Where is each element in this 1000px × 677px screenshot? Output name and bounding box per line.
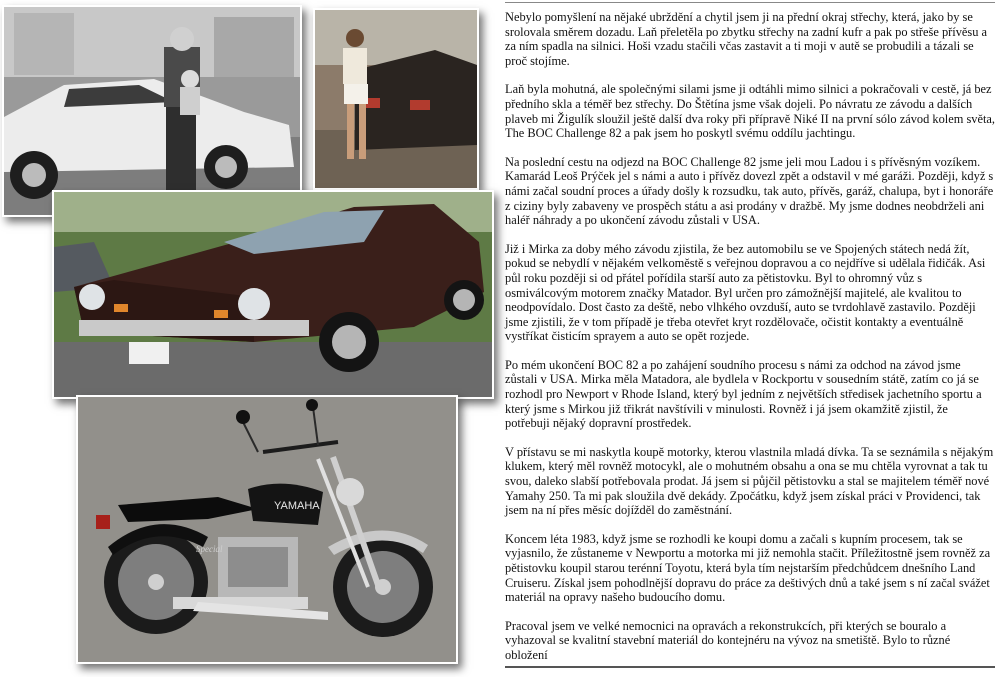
yamaha-motorcycle-photo [76, 395, 458, 664]
lada-car-photo [2, 5, 302, 217]
paragraph-5: Po mém ukončení BOC 82 a po zahájení soudního procesu s námi za odchod na závod jsme zůstali v USA. Mirka měla Matadora, ale bydlela v Rockportu v sousedním státě, zatím co já se rozhodl pro Newport v Rhode Island, který byl jedním z největších středisek jachetního sportu a který jsme s Mirkou již třikrát navštívili v minulosti. Rovněž i já jsem okamžitě zjistil, že potřebuji nějaký dopravní prostředek. [505, 357, 982, 431]
paragraph-2: Laň byla mohutná, ale společnými silami jsme ji odtáhli mimo silnici a pokračovali v cestě, já bez předního skla a téměř bez střechy. Do Štětína jsme však dojeli. Po návratu ze závodu a dalších plaveb mi Žigulík sloužil ještě další dva roky při přípravě Niké II na první sólo závod kolem světa, The BOC Challenge 82 a pak jsem ho poskytl svému oddílu jachtingu. [505, 82, 995, 141]
paragraph-3: Na poslední cestu na odjezd na BOC Challenge 82 jsme jeli mou Ladou i s přívěsným vozíkem. Kamarád Leoš Prýček jel s námi a auto i přívěz dovezl zpět a odstavil v mé garáži. Později, když s námi začal soudní proces a úřady došly k rozsudku, tak auto, přívěs, garáž, chalupa, byt i honoráře z ciziny byly zabaveny ve prospěch státu a asi prodány v dražbě. My jsme dodnes neobdrželi ani haléř náhrady a po ukončení závodu zůstali v USA. [505, 154, 994, 228]
article-text [505, 10, 995, 677]
paragraph-7: Koncem léta 1983, když jsme se rozhodli ke koupi domu a začali s kupním procesem, tak se vyjasnilo, že zůstaneme v Newportu a motorka mi již nemohla stačit. Příležitostně jsem rovněž za pětistovku koupil starou terénní Toyotu, která byla tím nejstarším předchůdcem dnešního Land Cruiseru. Získal jsem pohodlnější dopravu do práce za deštivých dnů a také jsem s ní začal svážet materiál na opravy našeho budoucího domu. [505, 531, 991, 605]
top-rule [505, 2, 995, 3]
side-cover-text: Special [196, 544, 223, 554]
paragraph-8: Pracoval jsem ve velké nemocnici na opravách a rekonstrukcích, při kterých se bouralo a vyhazoval se kvalitní stavební materiál do kontejnéru na vývoz na smetiště. Bylo to různé obložení [505, 618, 951, 662]
woman-with-car-photo [313, 8, 479, 190]
tank-logo-text: YAMAHA [274, 500, 320, 512]
matador-car-photo [52, 190, 494, 399]
paragraph-6: V přístavu se mi naskytla koupě motorky, kterou vlastnila mladá dívka. Ta se seznámila s nějakým klukem, který měl rovněž motocykl, ale o mohutném obsahu a ona se mu chtěla vyrovnat a tak tu svou, daleko slabší potřebovala prodat. Já jsem si půjčil pětistovku a stal se majitelem téměř nové Yamahy 250. Ta mi pak sloužila dvě dekády. Zpočátku, když jsem získal práci v Providenci, tak jsem na ní přes měsíc dojížděl do zaměstnání. [505, 444, 994, 518]
paragraph-4: Již i Mirka za doby mého závodu zjistila, že bez automobilu se ve Spojených státech nedá žít, pokud se nebydlí v nějakém velkoměstě s veřejnou dopravou a co nejdříve si udělala řidičák. Asi půl roku později si od přátel pořídila starší auto za pětistovku. Byl to ohromný vůz s osmiválcovým motorem značky Matador. Byl určen pro zámožnější majitelé, ale kvalitou to neodpovídalo. Dost často za deště, nebo vlhkého ovzduší, auto se tvrdohlavě zastavilo. Později jsme zjistili, že v tom případě je třeba otevřet kryt rozdělovače, očistit kontakty a eventuálně vystříkat čisticím sprayem a auto se opět rozjede. [505, 241, 986, 344]
paragraph-1: Nebylo pomyšlení na nějaké ubrždění a chytil jsem ji na přední okraj střechy, která, jako by se srolovala směrem dozadu. Laň přeletěla po zbytku střechy na zadní kufr a pak po střeše přívěsu a za ním spadla na silnici. Hoši vzadu stačili včas zastavit a ti moji v autě se probudili a tázali se proč stojíme. [505, 10, 988, 68]
bottom-rule [505, 666, 995, 668]
